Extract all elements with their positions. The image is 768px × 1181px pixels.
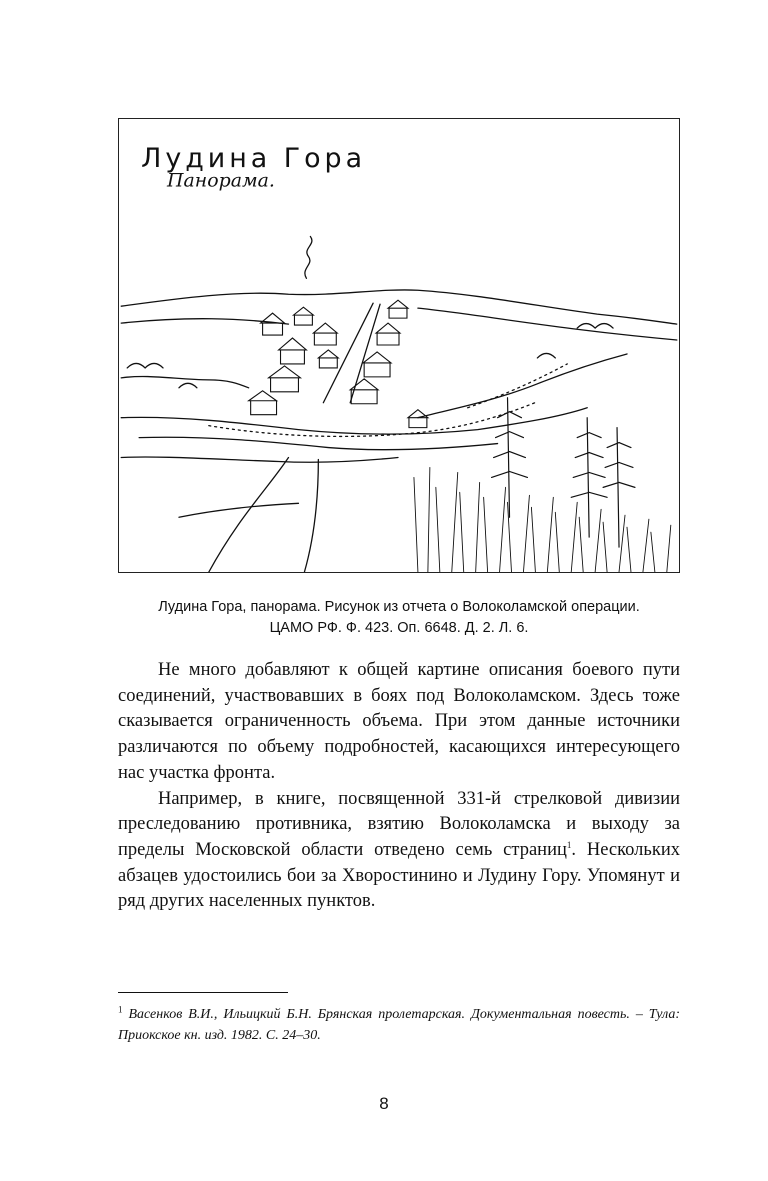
- panorama-drawing: [118, 118, 680, 573]
- body-text: [118, 658, 680, 915]
- paragraph-1: Не много добавляют к общей картине описания боевого пути соединений, участвовавших в боях под Волоколамском. Здесь тоже сказывается ограниченность объема. При этом данные источники различаются по объему подробностей, касающихся интересующего нас участка фронта.: [118, 660, 680, 783]
- page-number: 8: [379, 1094, 389, 1113]
- paragraph-2-before: Например, в книге, посвященной 331-й стрелковой дивизии преследованию противника, взятию Волоколамска и выходу за пределы Московской области отведено семь страниц: [118, 788, 680, 860]
- footnote-divider: [118, 992, 288, 993]
- drawing-subtitle: Панорама.: [167, 169, 275, 192]
- figure-caption-line-1: Лудина Гора, панорама. Рисунок из отчета о Волоколамской операции.: [158, 599, 640, 615]
- drawing-title: Лудина Гора: [141, 142, 367, 174]
- paragraph-2-after: . Нескольких абзацев удостоились бои за Хворостинино и Лудину Гору. Упомянут и ряд других населенных пунктов.: [118, 839, 680, 912]
- footnote-text: Васенков В.И., Ильицкий Б.Н. Брянская пролетарская. Документальная повесть. – Тула: Приокское кн. изд. 1982. С. 24–30.: [118, 1007, 681, 1043]
- paragraph-2: [118, 787, 680, 916]
- figure-caption-line-2: ЦАМО РФ. Ф. 423. Оп. 6648. Д. 2. Л. 6.: [269, 620, 529, 636]
- footnote: [118, 1004, 680, 1046]
- footnote-reference[interactable]: 1: [566, 839, 572, 850]
- footnote-mark: 1: [118, 1004, 123, 1015]
